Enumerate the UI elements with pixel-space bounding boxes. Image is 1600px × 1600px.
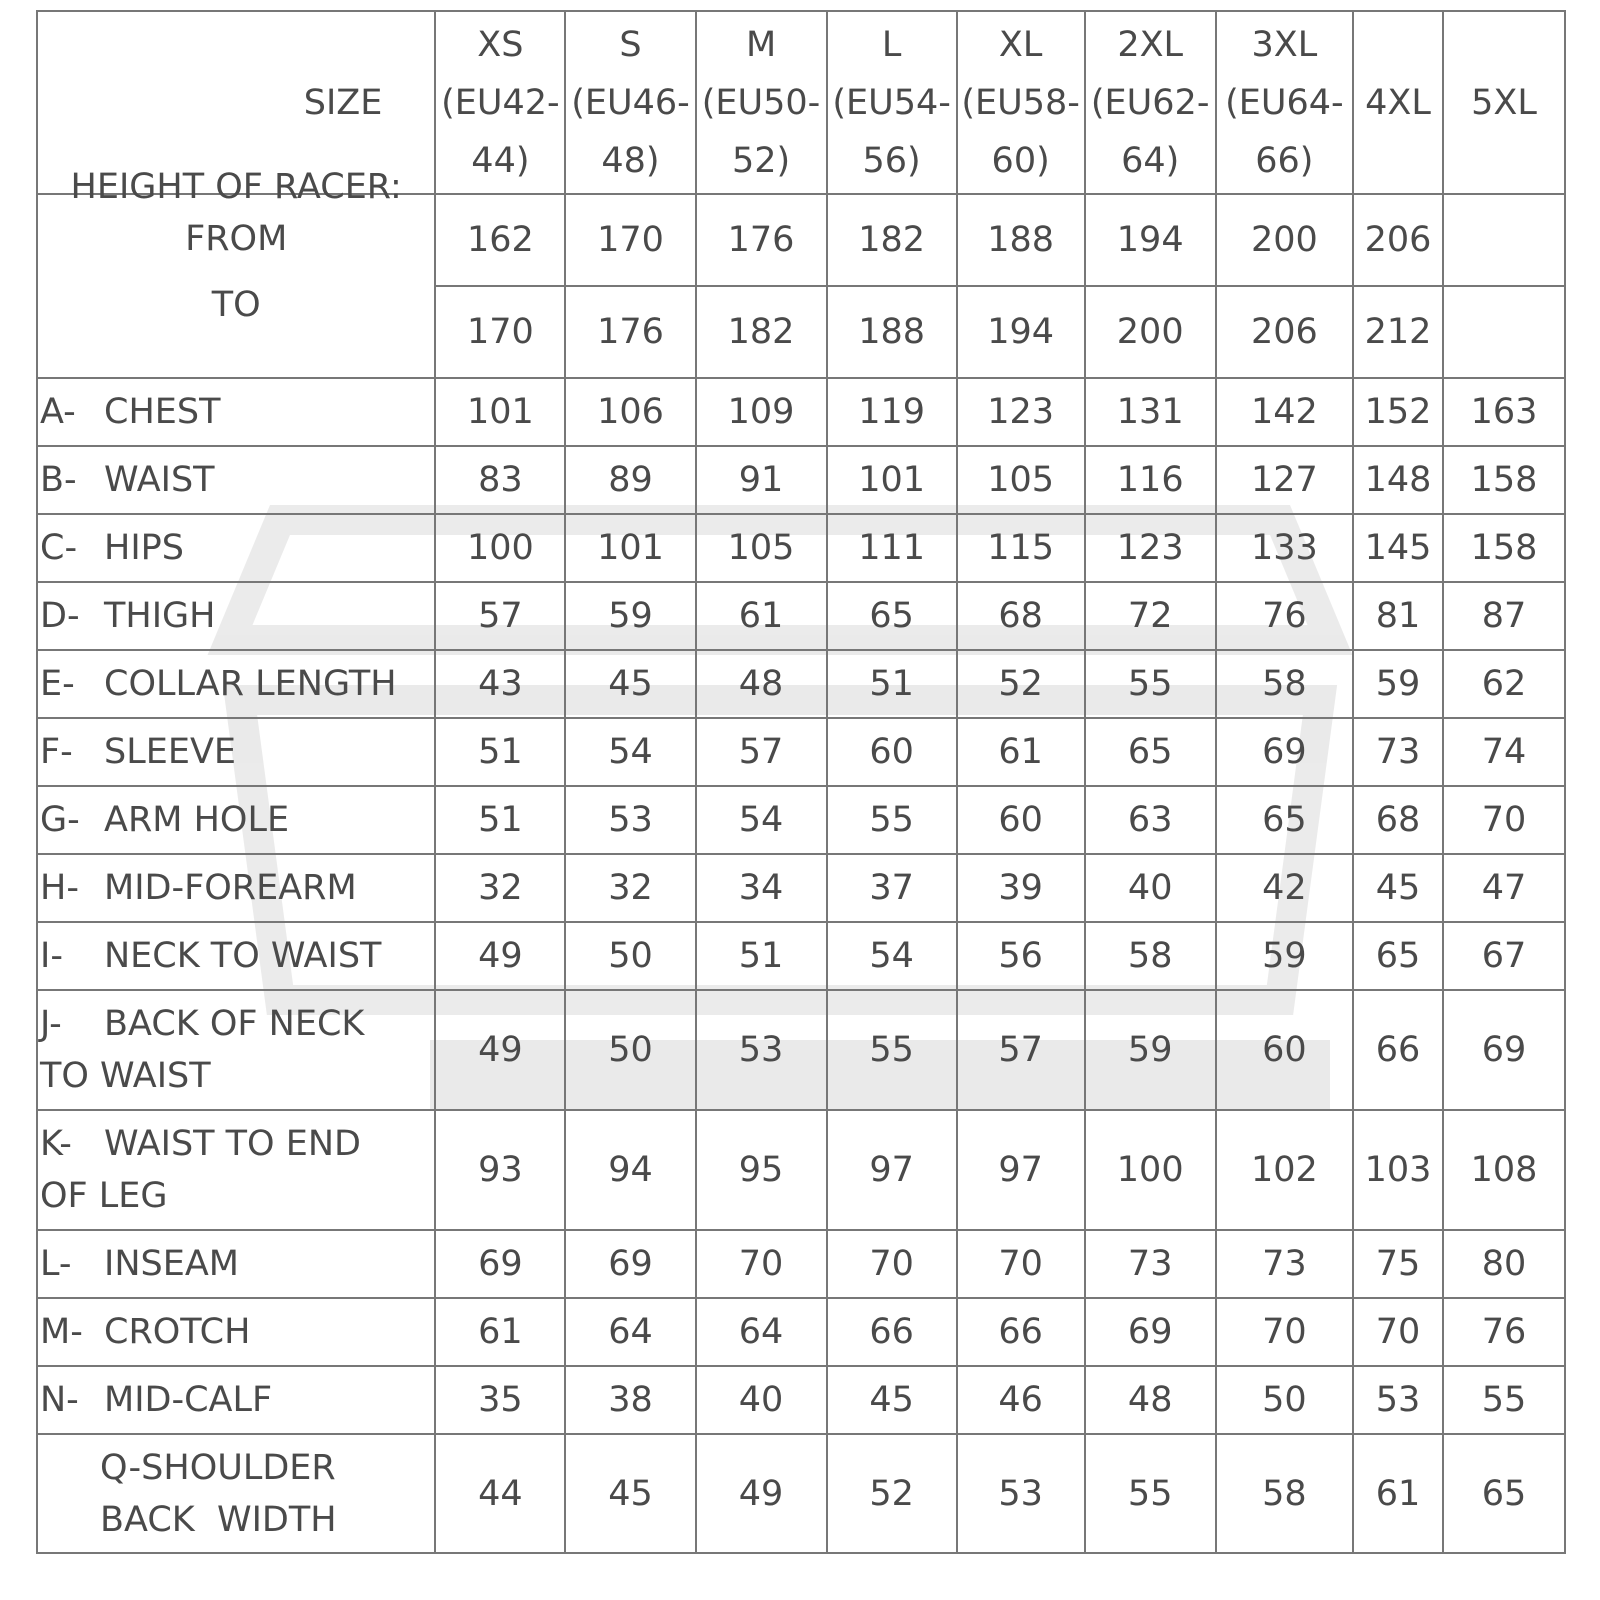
measurement-name: SLEEVE xyxy=(104,732,237,772)
measurement-value: 48 xyxy=(696,650,827,718)
measurement-value: 50 xyxy=(1216,1366,1353,1434)
measurement-name: CHEST xyxy=(104,392,221,432)
measurement-value: 51 xyxy=(827,650,957,718)
eu-size-line2: 66) xyxy=(1255,140,1314,181)
measurement-value: 55 xyxy=(1085,1434,1216,1553)
measurement-value: 101 xyxy=(565,514,695,582)
measurement-value: 70 xyxy=(1443,786,1565,854)
measurement-value: 39 xyxy=(957,854,1085,922)
measurement-value: 66 xyxy=(957,1298,1085,1366)
measurement-value: 163 xyxy=(1443,378,1565,446)
measurement-name: WAIST TO END xyxy=(104,1124,361,1164)
measurement-value: 54 xyxy=(827,922,957,990)
measurement-value: 60 xyxy=(1216,990,1353,1110)
measurement-value: 111 xyxy=(827,514,957,582)
eu-size-line1: (EU62- xyxy=(1090,82,1210,123)
measurement-value: 61 xyxy=(957,718,1085,786)
measurement-row xyxy=(37,1298,1565,1366)
measurement-value: 103 xyxy=(1353,1110,1443,1230)
measurement-code: L- xyxy=(40,1244,72,1284)
measurement-label xyxy=(37,650,435,718)
measurement-label xyxy=(37,514,435,582)
eu-size-line1: (EU46- xyxy=(571,82,690,123)
height-to-cell: 188 xyxy=(827,286,957,378)
measurement-value: 53 xyxy=(1353,1366,1443,1434)
height-to-cell: 200 xyxy=(1085,286,1216,378)
measurement-label xyxy=(37,582,435,650)
measurement-name-line2: OF LEG xyxy=(40,1176,168,1216)
eu-size-line2: 44) xyxy=(471,140,530,181)
measurement-value: 42 xyxy=(1216,854,1353,922)
measurement-code: F- xyxy=(40,732,73,772)
height-from-cell: 188 xyxy=(957,194,1085,286)
measurement-value: 152 xyxy=(1353,378,1443,446)
measurement-value: 109 xyxy=(696,378,827,446)
measurement-value: 102 xyxy=(1216,1110,1353,1230)
measurement-value: 54 xyxy=(696,786,827,854)
measurement-value: 45 xyxy=(565,650,695,718)
measurement-value: 68 xyxy=(1353,786,1443,854)
measurement-value: 76 xyxy=(1216,582,1353,650)
measurement-label xyxy=(37,378,435,446)
measurement-label xyxy=(37,786,435,854)
measurement-value: 68 xyxy=(957,582,1085,650)
eu-size-line1: (EU50- xyxy=(701,82,821,123)
measurement-code: A- xyxy=(40,392,76,432)
eu-size-line1: (EU64- xyxy=(1225,82,1344,123)
eu-size-line1: (EU54- xyxy=(832,82,951,123)
height-from-cell: 170 xyxy=(565,194,695,286)
measurement-value: 34 xyxy=(696,854,827,922)
measurement-value: 89 xyxy=(565,446,695,514)
height-from-cell: 182 xyxy=(827,194,957,286)
measurement-value: 51 xyxy=(696,922,827,990)
measurement-name-line2: TO WAIST xyxy=(40,1056,211,1096)
measurement-value: 148 xyxy=(1353,446,1443,514)
height-from-cell xyxy=(1443,194,1565,286)
measurement-value: 72 xyxy=(1085,582,1216,650)
eu-size-line1: (EU58- xyxy=(961,82,1080,123)
measurement-name: MID-CALF xyxy=(104,1380,273,1420)
measurement-value: 45 xyxy=(1353,854,1443,922)
measurement-value: 105 xyxy=(696,514,827,582)
measurement-value: 44 xyxy=(435,1434,565,1553)
measurement-value: 133 xyxy=(1216,514,1353,582)
measurement-value: 83 xyxy=(435,446,565,514)
measurement-code: H- xyxy=(40,868,79,908)
measurement-value: 73 xyxy=(1216,1230,1353,1298)
measurement-value: 81 xyxy=(1353,582,1443,650)
size-column-header xyxy=(1216,11,1353,194)
measurement-value: 74 xyxy=(1443,718,1565,786)
measurement-value: 48 xyxy=(1085,1366,1216,1434)
measurement-value: 65 xyxy=(827,582,957,650)
measurement-row xyxy=(37,446,1565,514)
size-name: S xyxy=(619,24,642,65)
measurement-code: I- xyxy=(40,936,63,976)
measurement-value: 106 xyxy=(565,378,695,446)
measurement-label xyxy=(37,446,435,514)
eu-size-line1: (EU42- xyxy=(441,82,560,123)
measurement-value: 63 xyxy=(1085,786,1216,854)
size-name: XL xyxy=(998,24,1043,65)
eu-size-line2: 60) xyxy=(991,140,1050,181)
measurement-value: 158 xyxy=(1443,446,1565,514)
measurement-row xyxy=(37,922,1565,990)
height-to-cell: 176 xyxy=(565,286,695,378)
size-column-header xyxy=(696,11,827,194)
measurement-value: 49 xyxy=(435,922,565,990)
measurement-code: G- xyxy=(40,800,80,840)
size-label: SIZE xyxy=(37,11,435,194)
measurement-value: 49 xyxy=(696,1434,827,1553)
measurement-value: 56 xyxy=(957,922,1085,990)
eu-size-line2: 64) xyxy=(1121,140,1180,181)
height-from-cell: 176 xyxy=(696,194,827,286)
measurement-value: 66 xyxy=(827,1298,957,1366)
measurement-value: 54 xyxy=(565,718,695,786)
measurement-row xyxy=(37,650,1565,718)
height-from-row xyxy=(37,194,1565,286)
measurement-value: 35 xyxy=(435,1366,565,1434)
measurement-name: INSEAM xyxy=(104,1244,239,1284)
measurement-row xyxy=(37,514,1565,582)
measurement-value: 50 xyxy=(565,922,695,990)
measurement-value: 127 xyxy=(1216,446,1353,514)
measurement-value: 97 xyxy=(827,1110,957,1230)
measurement-name: NECK TO WAIST xyxy=(104,936,382,976)
measurement-value: 64 xyxy=(565,1298,695,1366)
measurement-value: 115 xyxy=(957,514,1085,582)
measurement-row xyxy=(37,1434,1565,1553)
size-chart-table xyxy=(36,10,1566,1554)
measurement-value: 69 xyxy=(435,1230,565,1298)
height-from-cell: 200 xyxy=(1216,194,1353,286)
measurement-name: HIPS xyxy=(104,528,184,568)
size-column-header xyxy=(1443,11,1565,194)
measurement-value: 69 xyxy=(565,1230,695,1298)
measurement-value: 158 xyxy=(1443,514,1565,582)
height-label-from: FROM xyxy=(185,219,288,259)
measurement-value: 57 xyxy=(696,718,827,786)
measurement-value: 53 xyxy=(696,990,827,1110)
measurement-value: 53 xyxy=(957,1434,1085,1553)
measurement-name: THIGH xyxy=(104,596,216,636)
measurement-value: 80 xyxy=(1443,1230,1565,1298)
measurement-label xyxy=(37,718,435,786)
size-column-header xyxy=(957,11,1085,194)
measurement-name: CROTCH xyxy=(104,1312,251,1352)
measurement-value: 73 xyxy=(1085,1230,1216,1298)
measurement-value: 108 xyxy=(1443,1110,1565,1230)
measurement-value: 50 xyxy=(565,990,695,1110)
measurement-row xyxy=(37,378,1565,446)
measurement-value: 65 xyxy=(1443,1434,1565,1553)
measurement-value: 37 xyxy=(827,854,957,922)
size-name: 2XL xyxy=(1117,24,1184,65)
measurement-name: BACK OF NECK xyxy=(104,1004,365,1044)
measurement-value: 91 xyxy=(696,446,827,514)
measurement-value: 70 xyxy=(1216,1298,1353,1366)
eu-size-line2: 48) xyxy=(601,140,660,181)
measurement-value: 58 xyxy=(1085,922,1216,990)
measurement-value: 105 xyxy=(957,446,1085,514)
height-from-cell: 206 xyxy=(1353,194,1443,286)
measurement-code: M- xyxy=(40,1312,83,1352)
measurement-value: 100 xyxy=(435,514,565,582)
measurement-value: 45 xyxy=(565,1434,695,1553)
measurement-value: 52 xyxy=(957,650,1085,718)
measurement-value: 69 xyxy=(1216,718,1353,786)
measurement-row xyxy=(37,786,1565,854)
measurement-value: 69 xyxy=(1085,1298,1216,1366)
measurement-code: K- xyxy=(40,1124,72,1164)
measurement-label xyxy=(37,1434,435,1553)
measurement-label xyxy=(37,1230,435,1298)
measurement-code: J- xyxy=(40,1004,62,1044)
measurement-row xyxy=(37,718,1565,786)
measurement-value: 75 xyxy=(1353,1230,1443,1298)
measurement-value: 51 xyxy=(435,786,565,854)
measurement-value: 145 xyxy=(1353,514,1443,582)
measurement-value: 70 xyxy=(957,1230,1085,1298)
size-column-header xyxy=(827,11,957,194)
measurement-value: 87 xyxy=(1443,582,1565,650)
size-column-header xyxy=(435,11,565,194)
measurement-row xyxy=(37,1230,1565,1298)
measurement-code: D- xyxy=(40,596,80,636)
measurement-value: 62 xyxy=(1443,650,1565,718)
measurement-value: 100 xyxy=(1085,1110,1216,1230)
measurement-value: 76 xyxy=(1443,1298,1565,1366)
measurement-value: 116 xyxy=(1085,446,1216,514)
measurement-value: 66 xyxy=(1353,990,1443,1110)
measurement-value: 55 xyxy=(827,990,957,1110)
measurement-value: 142 xyxy=(1216,378,1353,446)
size-column-header xyxy=(1085,11,1216,194)
size-name: M xyxy=(745,24,777,65)
measurement-code: N- xyxy=(40,1380,79,1420)
measurement-value: 97 xyxy=(957,1110,1085,1230)
measurement-value: 70 xyxy=(827,1230,957,1298)
measurement-value: 119 xyxy=(827,378,957,446)
height-to-cell: 212 xyxy=(1353,286,1443,378)
measurement-value: 55 xyxy=(827,786,957,854)
measurement-code: E- xyxy=(40,664,75,704)
measurement-label xyxy=(37,990,435,1110)
height-to-cell: 170 xyxy=(435,286,565,378)
measurement-value: 70 xyxy=(1353,1298,1443,1366)
measurement-value: 61 xyxy=(1353,1434,1443,1553)
size-name: 4XL xyxy=(1365,82,1431,123)
measurement-value: 46 xyxy=(957,1366,1085,1434)
measurement-label xyxy=(37,1298,435,1366)
measurement-value: 65 xyxy=(1353,922,1443,990)
measurement-value: 60 xyxy=(957,786,1085,854)
measurement-label xyxy=(37,1366,435,1434)
size-name: L xyxy=(881,24,902,65)
measurement-value: 61 xyxy=(696,582,827,650)
measurement-value: 65 xyxy=(1085,718,1216,786)
measurement-row xyxy=(37,1366,1565,1434)
measurement-value: 93 xyxy=(435,1110,565,1230)
size-column-header xyxy=(565,11,695,194)
measurement-value: 55 xyxy=(1085,650,1216,718)
measurement-value: 94 xyxy=(565,1110,695,1230)
measurement-value: 123 xyxy=(1085,514,1216,582)
measurement-value: 52 xyxy=(827,1434,957,1553)
size-column-header xyxy=(1353,11,1443,194)
measurement-value: 58 xyxy=(1216,1434,1353,1553)
measurement-value: 59 xyxy=(1085,990,1216,1110)
height-from-cell: 162 xyxy=(435,194,565,286)
height-to-cell: 182 xyxy=(696,286,827,378)
measurement-name: ARM HOLE xyxy=(104,800,290,840)
measurement-row xyxy=(37,854,1565,922)
measurement-value: 65 xyxy=(1216,786,1353,854)
eu-size-line2: 52) xyxy=(731,140,791,181)
height-to-cell xyxy=(1443,286,1565,378)
measurement-value: 101 xyxy=(435,378,565,446)
measurement-row xyxy=(37,582,1565,650)
measurement-name: SHOULDER xyxy=(141,1447,336,1488)
measurement-value: 70 xyxy=(696,1230,827,1298)
measurement-value: 123 xyxy=(957,378,1085,446)
height-label-line1: HEIGHT OF RACER: xyxy=(70,167,402,207)
measurement-value: 43 xyxy=(435,650,565,718)
measurement-name: COLLAR LENGTH xyxy=(104,664,397,704)
measurement-value: 57 xyxy=(435,582,565,650)
measurement-code: B- xyxy=(40,460,77,500)
measurement-name: MID-FOREARM xyxy=(104,868,357,908)
measurement-value: 58 xyxy=(1216,650,1353,718)
measurement-value: 131 xyxy=(1085,378,1216,446)
measurement-label xyxy=(37,1110,435,1230)
measurement-value: 59 xyxy=(1216,922,1353,990)
measurement-value: 55 xyxy=(1443,1366,1565,1434)
measurement-code: C- xyxy=(40,528,78,568)
measurement-value: 49 xyxy=(435,990,565,1110)
height-to-cell: 194 xyxy=(957,286,1085,378)
height-from-cell: 194 xyxy=(1085,194,1216,286)
measurement-value: 45 xyxy=(827,1366,957,1434)
measurement-value: 40 xyxy=(1085,854,1216,922)
measurement-value: 38 xyxy=(565,1366,695,1434)
height-label-to: TO xyxy=(211,285,261,325)
measurement-value: 59 xyxy=(1353,650,1443,718)
measurement-value: 40 xyxy=(696,1366,827,1434)
measurement-value: 101 xyxy=(827,446,957,514)
measurement-value: 95 xyxy=(696,1110,827,1230)
size-name: XS xyxy=(477,24,524,65)
size-name: 5XL xyxy=(1471,82,1537,123)
measurement-name-line2: BACK WIDTH xyxy=(100,1499,337,1540)
measurement-label xyxy=(37,854,435,922)
measurement-code: Q- xyxy=(100,1447,142,1488)
size-name: 3XL xyxy=(1251,24,1318,65)
measurement-value: 51 xyxy=(435,718,565,786)
measurement-value: 53 xyxy=(565,786,695,854)
measurement-label xyxy=(37,922,435,990)
height-to-cell: 206 xyxy=(1216,286,1353,378)
measurement-value: 59 xyxy=(565,582,695,650)
measurement-name: WAIST xyxy=(104,460,215,500)
measurement-value: 73 xyxy=(1353,718,1443,786)
measurement-value: 69 xyxy=(1443,990,1565,1110)
measurement-value: 60 xyxy=(827,718,957,786)
measurement-value: 32 xyxy=(565,854,695,922)
eu-size-line2: 56) xyxy=(862,140,921,181)
measurement-row xyxy=(37,990,1565,1110)
measurement-row xyxy=(37,1110,1565,1230)
measurement-value: 47 xyxy=(1443,854,1565,922)
measurement-value: 61 xyxy=(435,1298,565,1366)
measurement-value: 64 xyxy=(696,1298,827,1366)
height-of-racer-label xyxy=(37,167,435,378)
measurement-value: 57 xyxy=(957,990,1085,1110)
measurement-value: 67 xyxy=(1443,922,1565,990)
measurement-value: 32 xyxy=(435,854,565,922)
